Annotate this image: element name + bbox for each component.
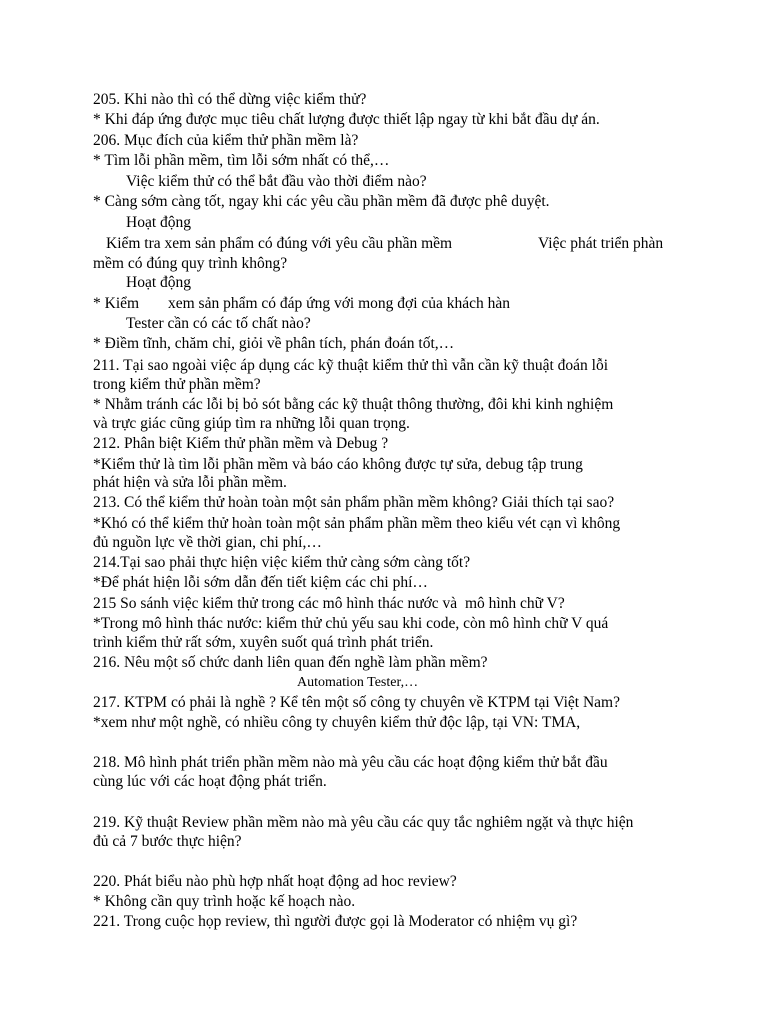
answer-212-line-2: phát hiện và sửa lỗi phần mềm.	[93, 474, 287, 491]
question-219-line-2: đủ cả 7 bước thực hiện?	[93, 833, 242, 850]
question-tester-qualities: Tester cần có các tố chất nào?	[126, 315, 311, 332]
answer-216: Automation Tester,…	[297, 675, 419, 690]
question-211-line-1: 211. Tại sao ngoài việc áp dụng các kỹ thuật kiểm thử thì vẫn cần kỹ thuật đoán lỗi	[93, 357, 609, 374]
fragment-check-label: * Kiểm	[93, 295, 140, 312]
fragment-activity-2: Hoạt động	[126, 274, 192, 291]
answer-211-line-2: và trực giác cũng giúp tìm ra những lỗi quan trọng.	[93, 415, 410, 432]
question-221: 221. Trong cuộc họp review, thì người được gọi là Moderator có nhiệm vụ gì?	[93, 913, 578, 930]
fragment-check-requirements: Kiểm tra xem sản phẩm có đúng với yêu cầu phần mềm	[106, 235, 453, 252]
answer-211-line-1: * Nhằm tránh các lỗi bị bỏ sót bằng các kỹ thuật thông thường, đôi khi kinh nghiệm	[93, 396, 614, 413]
answer-217: *xem như một nghề, có nhiều công ty chuyên kiểm thử độc lập, tại VN: TMA,	[93, 714, 581, 731]
answer-220: * Không cần quy trình hoặc kế hoạch nào.	[93, 893, 356, 910]
fragment-customer: xem sản phẩm có đáp ứng với mong đợi của khách hàn	[168, 295, 511, 312]
question-217: 217. KTPM có phải là nghề ? Kể tên một số công ty chuyên về KTPM tại Việt Nam?	[93, 694, 620, 711]
fragment-development: Việc phát triển phàn	[538, 235, 664, 252]
question-206: 206. Mục đích của kiểm thử phần mềm là?	[93, 132, 359, 149]
question-211-line-2: trong kiểm thử phần mềm?	[93, 376, 261, 393]
question-205: 205. Khi nào thì có thể dừng việc kiểm thử?	[93, 91, 367, 108]
answer-tester-qualities: * Điềm tĩnh, chăm chỉ, giỏi về phân tích, phán đoán tốt,…	[93, 335, 455, 352]
answer-215-line-2: trình kiểm thử rất sớm, xuyên suốt quá trình phát triển.	[93, 634, 434, 651]
answer-213-line-2: đủ nguồn lực về thời gian, chi phí,…	[93, 534, 322, 551]
answer-when-start: * Càng sớm càng tốt, ngay khi các yêu cầu phần mềm đã được phê duyệt.	[93, 193, 550, 210]
question-218-line-1: 218. Mô hình phát triển phần mềm nào mà yêu cầu các hoạt động kiểm thử bắt đầu	[93, 754, 608, 771]
question-212: 212. Phân biệt Kiểm thử phần mềm và Debug ?	[93, 435, 389, 452]
question-220: 220. Phát biểu nào phù hợp nhất hoạt động ad hoc review?	[93, 873, 457, 890]
answer-214: *Để phát hiện lỗi sớm dẫn đến tiết kiệm các chi phí…	[93, 574, 428, 591]
answer-215-line-1: *Trong mô hình thác nước: kiểm thử chủ yếu sau khi code, còn mô hình chữ V quá	[93, 615, 609, 632]
question-214: 214.Tại sao phải thực hiện việc kiểm thử càng sớm càng tốt?	[93, 554, 471, 571]
question-when-start: Việc kiểm thử có thể bắt đầu vào thời điểm nào?	[126, 173, 427, 190]
question-215: 215 So sánh việc kiểm thử trong các mô hình thác nước và mô hình chữ V?	[93, 595, 565, 612]
answer-213-line-1: *Khó có thể kiểm thử hoàn toàn một sản phẩm phần mềm theo kiểu vét cạn vì không	[93, 515, 621, 532]
question-213: 213. Có thể kiểm thử hoàn toàn một sản phẩm phần mềm không? Giải thích tại sao?	[93, 494, 615, 511]
answer-205: * Khi đáp ứng được mục tiêu chất lượng được thiết lập ngay từ khi bắt đầu dự án.	[93, 111, 600, 128]
fragment-process: mềm có đúng quy trình không?	[93, 255, 288, 272]
question-218-line-2: cùng lúc với các hoạt động phát triển.	[93, 773, 327, 790]
question-216: 216. Nêu một số chức danh liên quan đến nghề làm phần mềm?	[93, 654, 488, 671]
fragment-activity: Hoạt động	[126, 214, 192, 231]
answer-212-line-1: *Kiểm thử là tìm lỗi phần mềm và báo cáo không được tự sửa, debug tập trung	[93, 456, 583, 473]
answer-206: * Tìm lỗi phần mềm, tìm lỗi sớm nhất có thể,…	[93, 152, 390, 169]
question-219-line-1: 219. Kỹ thuật Review phần mềm nào mà yêu cầu các quy tắc nghiêm ngặt và thực hiện	[93, 814, 634, 831]
